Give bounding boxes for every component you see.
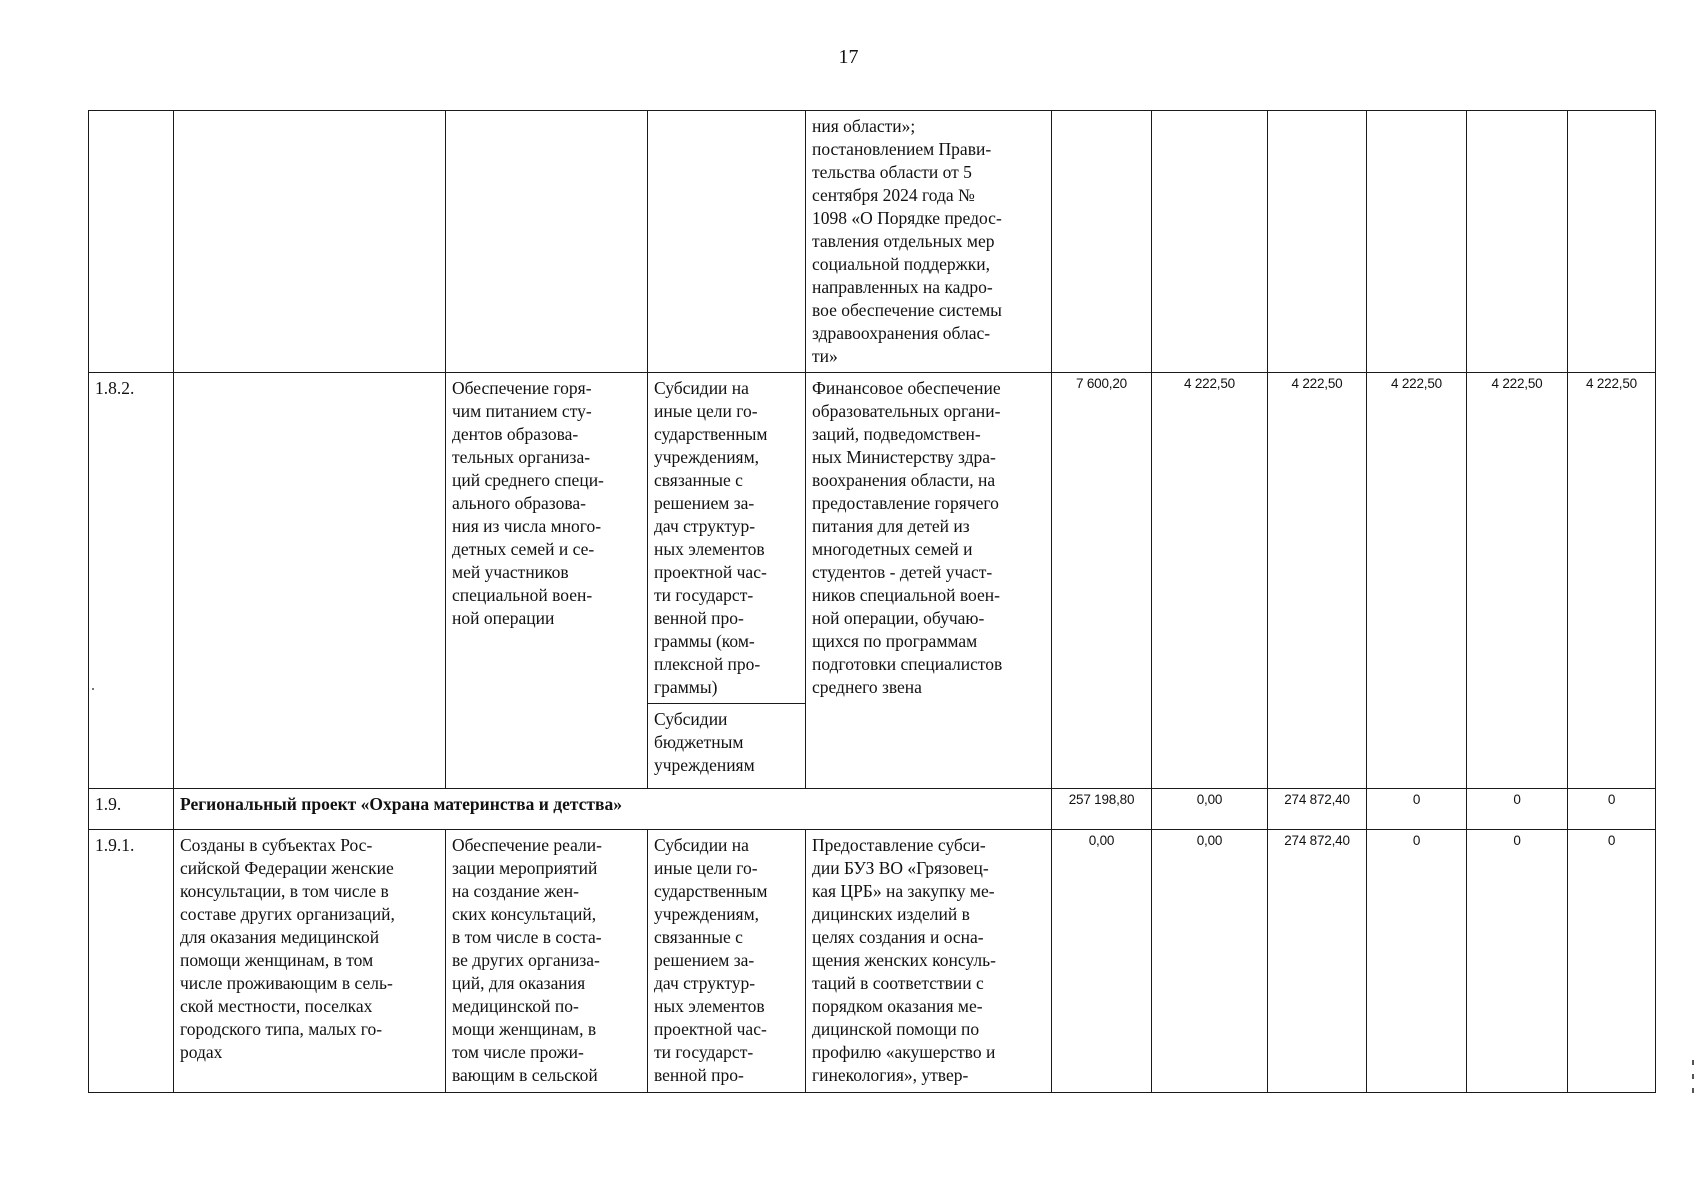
value-cell: 257 198,80 — [1052, 789, 1152, 830]
cell-value — [1152, 111, 1268, 373]
value-cell: 274 872,40 — [1268, 789, 1367, 830]
value-cell: 0 — [1568, 789, 1656, 830]
value-cell: 4 222,50 — [1268, 373, 1367, 789]
value-cell: 0,00 — [1152, 789, 1268, 830]
cell-legal-basis: ния области»; постановлением Прави- тельства области от 5 сентября 2024 года № 1098 «О Порядке предос- тавления отдельных мер социальной поддержки, направленных на кадро- вое обеспечение системы здравоохранения облас- ти» — [806, 111, 1052, 373]
scan-edge-mark — [1692, 1074, 1694, 1079]
cell-value — [1467, 111, 1568, 373]
cell-result — [174, 111, 446, 373]
cell-subsidy-types — [648, 373, 806, 789]
value-cell: 0 — [1467, 830, 1568, 1093]
subsidy-type-budget: Субсидии бюджетным учреждениям — [654, 709, 755, 775]
cell-task: Обеспечение реали- зации мероприятий на создание жен- ских консультаций, в том числе в соста- ве других организа- ций, для оказания медицинской по- мощи женщинам, в том числе прожи- вающим в сельской — [446, 830, 648, 1093]
value-cell: 7 600,20 — [1052, 373, 1152, 789]
value-cell: 0 — [1367, 789, 1467, 830]
value-cell: 0 — [1568, 830, 1656, 1093]
cell-value — [1052, 111, 1152, 373]
row-index: 1.8.2. — [89, 373, 174, 789]
table-row-1-8-2 — [89, 373, 1656, 789]
value-cell: 0,00 — [1152, 830, 1268, 1093]
value-cell: 4 222,50 — [1367, 373, 1467, 789]
value-cell: 0,00 — [1052, 830, 1152, 1093]
cell-result: Созданы в субъектах Рос- сийской Федерации женские консультации, в том числе в составе других организаций, для оказания медицинской помощи женщинам, в том числе проживающим в сель- ской местности, поселках городского типа, малых го- родах — [174, 830, 446, 1093]
table-row-1-9-1 — [89, 830, 1656, 1093]
row-index: 1.9.1. — [89, 830, 174, 1093]
subsidy-type-targeted: Субсидии на иные цели го- сударственным учреждениям, связанные с решением за- дач структур- ных элементов проектной час- ти государст- венной про- граммы (ком- плексной про- граммы) — [648, 373, 805, 704]
value-cell: 4 222,50 — [1152, 373, 1268, 789]
cell-subsidy-type — [648, 111, 806, 373]
cell-task — [446, 111, 648, 373]
cell-value — [1367, 111, 1467, 373]
cell-value — [1268, 111, 1367, 373]
cell-index — [89, 111, 174, 373]
value-cell: 274 872,40 — [1268, 830, 1367, 1093]
scan-edge-mark — [1692, 1060, 1694, 1065]
page-number: 17 — [838, 46, 859, 68]
value-cell: 4 222,50 — [1467, 373, 1568, 789]
value-cell: 4 222,50 — [1568, 373, 1656, 789]
value-cell: 0 — [1367, 830, 1467, 1093]
value-cell: 0 — [1467, 789, 1568, 830]
row-index: 1.9. — [89, 789, 174, 830]
budget-table — [88, 110, 1656, 1093]
project-title: Региональный проект «Охрана материнства и детства» — [174, 789, 1052, 830]
cell-subsidy-type: Субсидии на иные цели го- сударственным учреждениям, связанные с решением за- дач структур- ных элементов проектной час- ти государст- венной про- — [648, 830, 806, 1093]
cell-task: Обеспечение горя- чим питанием сту- дентов образова- тельных организа- ций среднего специ- ального образова- ния из числа много- детных семей и се- мей участников специальной воен- ной операции — [446, 373, 648, 789]
scan-edge-mark — [1692, 1088, 1694, 1093]
scan-speck — [92, 688, 94, 690]
cell-result — [174, 373, 446, 789]
cell-description: Финансовое обеспечение образовательных органи- заций, подведомствен- ных Министерству здра- воохранения области, на предоставление горячего питания для детей из многодетных семей и студентов - детей участ- ников специальной воен- ной операции, обучаю- щихся по программам подготовки специалистов среднего звена — [806, 373, 1052, 789]
table-row-continuation — [89, 111, 1656, 373]
table-row-1-9 — [89, 789, 1656, 830]
cell-description: Предоставление субси- дии БУЗ ВО «Грязовец- кая ЦРБ» на закупку ме- дицинских изделий в целях создания и осна- щения женских консуль- таций в соответствии с порядком оказания ме- дицинской помощи по профилю «акушерство и гинекология», утвер- — [806, 830, 1052, 1093]
cell-value — [1568, 111, 1656, 373]
